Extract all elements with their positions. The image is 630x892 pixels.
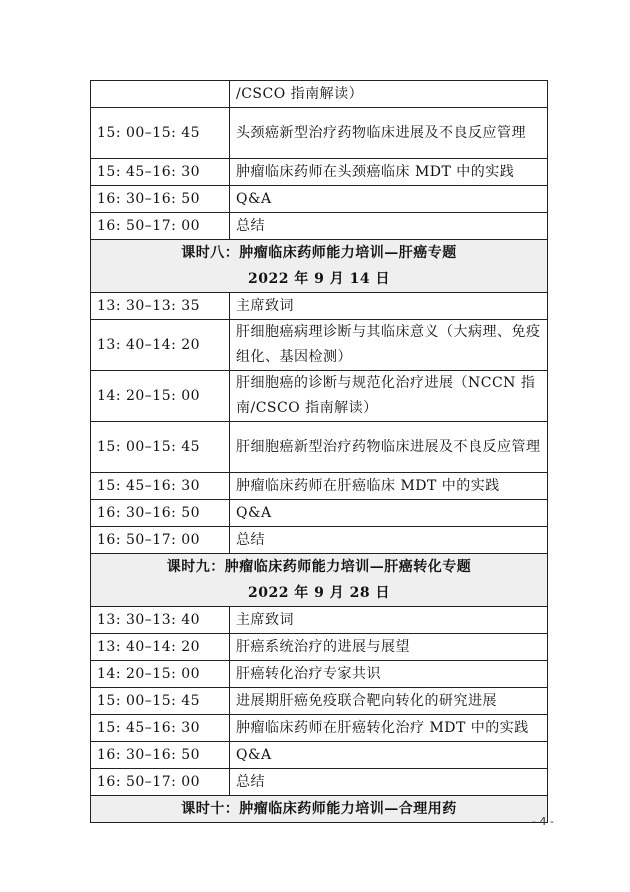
time-cell: 16: 30–16: 50 — [91, 742, 230, 769]
section-header — [91, 796, 548, 823]
topic-cell: 肝细胞癌的诊断与规范化治疗进展（NCCN 指南/CSCO 指南解读） — [230, 371, 548, 422]
topic-cell: 头颈癌新型治疗药物临床进展及不良反应管理 — [230, 108, 548, 159]
schedule-table — [90, 80, 548, 823]
table-row — [91, 213, 548, 240]
time-cell: 13: 30–13: 35 — [91, 293, 230, 320]
table-row — [91, 108, 548, 159]
table-row — [91, 769, 548, 796]
table-row — [91, 293, 548, 320]
topic-cell: /CSCO 指南解读） — [230, 81, 548, 108]
section-header — [91, 240, 548, 293]
table-row — [91, 320, 548, 371]
time-cell: 14: 20–15: 00 — [91, 661, 230, 688]
table-row — [91, 422, 548, 473]
time-cell: 16: 50–17: 00 — [91, 527, 230, 554]
time-cell: 15: 00–15: 45 — [91, 688, 230, 715]
table-row — [91, 186, 548, 213]
topic-cell: 进展期肝癌免疫联合靶向转化的研究进展 — [230, 688, 548, 715]
section-title: 课时九：肿瘤临床药师能力培训—肝癌转化专题 — [166, 559, 472, 575]
time-cell: 15: 00–15: 45 — [91, 422, 230, 473]
time-cell: 16: 50–17: 00 — [91, 769, 230, 796]
table-row — [91, 371, 548, 422]
topic-cell: 总结 — [230, 213, 548, 240]
page-number: - 4 - — [532, 815, 554, 828]
topic-cell: 肿瘤临床药师在肝癌转化治疗 MDT 中的实践 — [230, 715, 548, 742]
time-cell: 16: 30–16: 50 — [91, 500, 230, 527]
topic-cell: 肝癌系统治疗的进展与展望 — [230, 634, 548, 661]
time-cell: 14: 20–15: 00 — [91, 371, 230, 422]
table-row — [91, 473, 548, 500]
time-cell: 16: 50–17: 00 — [91, 213, 230, 240]
section-header-cell — [91, 240, 548, 293]
table-row — [91, 715, 548, 742]
time-cell: 16: 30–16: 50 — [91, 186, 230, 213]
topic-cell: 主席致词 — [230, 293, 548, 320]
time-cell: 15: 45–16: 30 — [91, 159, 230, 186]
topic-cell: 肝细胞癌病理诊断与其临床意义（大病理、免疫组化、基因检测） — [230, 320, 548, 371]
section-header — [91, 554, 548, 607]
section-header-cell — [91, 554, 548, 607]
topic-cell: 肿瘤临床药师在头颈癌临床 MDT 中的实践 — [230, 159, 548, 186]
topic-cell: 肝细胞癌新型治疗药物临床进展及不良反应管理 — [230, 422, 548, 473]
section-header-cell — [91, 796, 548, 823]
table-row — [91, 81, 548, 108]
table-row — [91, 159, 548, 186]
topic-cell: 主席致词 — [230, 607, 548, 634]
topic-cell: Q&A — [230, 742, 548, 769]
time-cell: 15: 45–16: 30 — [91, 715, 230, 742]
section-title: 课时十：肿瘤临床药师能力培训—合理用药 — [181, 801, 457, 817]
topic-cell: 总结 — [230, 769, 548, 796]
table-row — [91, 634, 548, 661]
topic-cell: 肿瘤临床药师在肝癌临床 MDT 中的实践 — [230, 473, 548, 500]
section-date: 2022 年 9 月 14 日 — [247, 271, 391, 287]
time-cell: 15: 45–16: 30 — [91, 473, 230, 500]
table-row — [91, 688, 548, 715]
topic-cell: Q&A — [230, 500, 548, 527]
table-row — [91, 607, 548, 634]
time-cell — [91, 81, 230, 108]
time-cell: 13: 40–14: 20 — [91, 320, 230, 371]
schedule-body — [91, 81, 548, 823]
section-title: 课时八：肿瘤临床药师能力培训—肝癌专题 — [181, 245, 457, 261]
table-row — [91, 742, 548, 769]
time-cell: 13: 40–14: 20 — [91, 634, 230, 661]
topic-cell: 肝癌转化治疗专家共识 — [230, 661, 548, 688]
table-row — [91, 500, 548, 527]
time-cell: 13: 30–13: 40 — [91, 607, 230, 634]
time-cell: 15: 00–15: 45 — [91, 108, 230, 159]
table-row — [91, 661, 548, 688]
table-row — [91, 527, 548, 554]
section-date: 2022 年 9 月 28 日 — [247, 585, 391, 601]
topic-cell: Q&A — [230, 186, 548, 213]
topic-cell: 总结 — [230, 527, 548, 554]
